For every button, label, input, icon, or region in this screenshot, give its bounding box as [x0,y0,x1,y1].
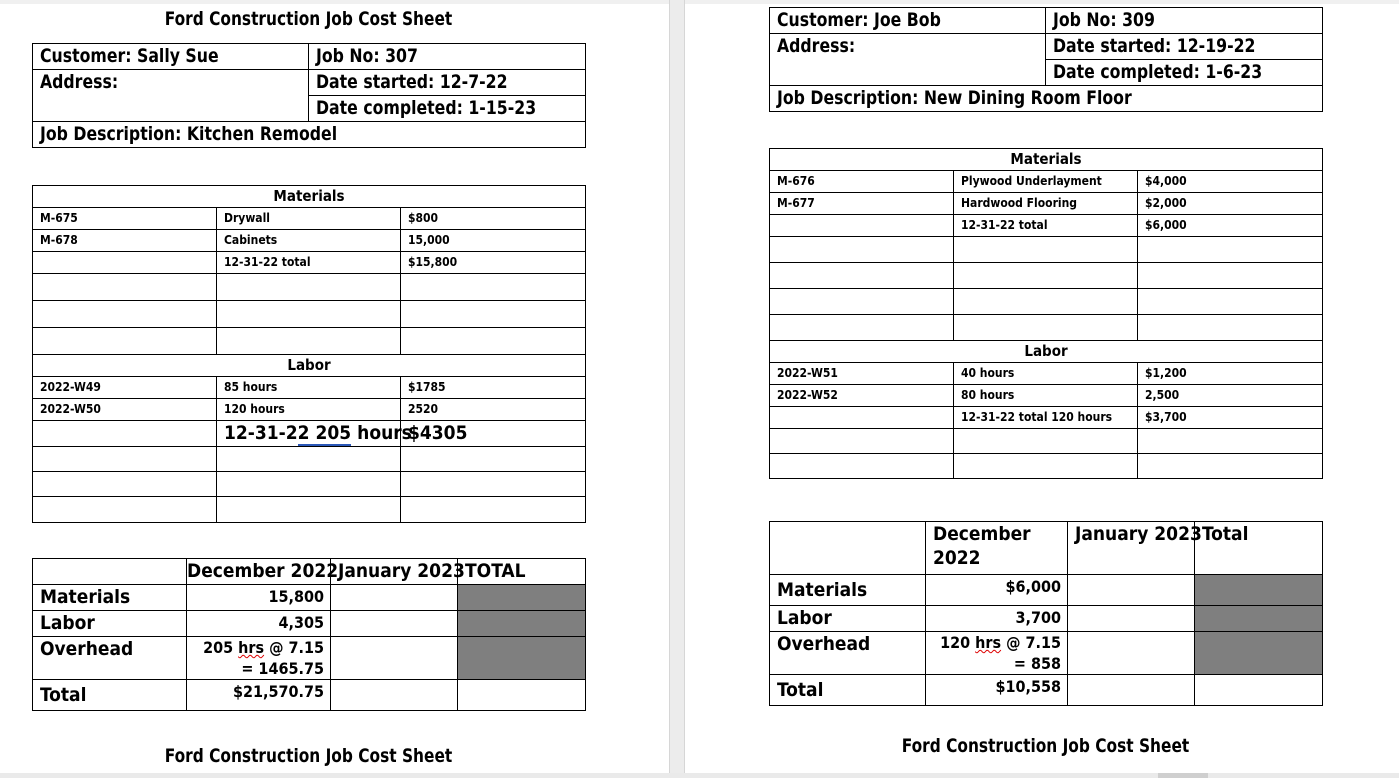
scrollbar-thumb[interactable] [1158,773,1208,778]
left-sheet-title-bottom: Ford Construction Job Cost Sheet [164,745,453,767]
grey-cell [1195,632,1323,675]
right-summary-table: December 2022 January 2023 Total Materials $6,000 Labor 3,700 Overhead 120 hrs @ 7.15 = 858 Total $10,558 [769,521,1323,706]
left-labor-header: Labor [33,355,586,377]
table-row [33,328,586,355]
right-col-january: January 2023 [1068,522,1195,575]
left-job-header-table [32,43,586,148]
right-job-description: Job Description: New Dining Room Floor [770,86,1323,112]
top-edge [0,0,1399,4]
table-row: 12-31-22 total $15,800 [33,252,586,274]
left-address: Address: [33,70,309,122]
table-row [33,274,586,301]
table-row [770,237,1323,263]
left-col-january: January 2023 [331,559,458,585]
grey-cell [458,611,586,637]
table-row [770,429,1323,454]
right-row-overhead: Overhead [770,632,926,675]
right-job-no: Job No: 309 [1046,8,1323,34]
right-row-labor: Labor [770,606,926,632]
left-summary-table: December 2022 January 2023 TOTAL Materials 15,800 Labor 4,305 Overhead 205 hrs @ 7.15 = 1465.75 Total $21,570.75 [32,558,586,711]
left-labor-total-hours: 12-31-22 205 hours [217,421,401,447]
table-row [770,454,1323,479]
left-row-overhead: Overhead [33,637,187,680]
left-cost-table [32,185,586,523]
right-labor-header: Labor [770,341,1323,363]
grey-cell [1195,575,1323,606]
left-job-no: Job No: 307 [309,44,586,70]
table-row: 2022-W51 40 hours $1,200 [770,363,1323,385]
left-row-materials: Materials [33,585,187,611]
left-date-completed: Date completed: 1-15-23 [309,96,586,122]
right-row-total: Total [770,675,926,706]
left-row-total: Total [33,680,187,711]
grey-cell [458,637,586,680]
right-row-materials: Materials [770,575,926,606]
left-customer: Customer: Sally Sue [33,44,309,70]
table-row [33,472,586,497]
left-materials-header: Materials [33,186,586,208]
left-col-total: TOTAL [458,559,586,585]
right-sheet-title-bottom: Ford Construction Job Cost Sheet [901,735,1190,757]
left-row-labor: Labor [33,611,187,637]
right-materials-header: Materials [770,149,1323,171]
table-row [33,301,586,328]
left-sheet-title-top: Ford Construction Job Cost Sheet [164,8,453,30]
right-date-completed: Date completed: 1-6-23 [1046,60,1323,86]
right-job-header-table [769,7,1323,112]
table-row: 2022-W52 80 hours 2,500 [770,385,1323,407]
table-row [770,289,1323,315]
table-row [33,421,586,447]
table-row: M-675 Drywall $800 [33,208,586,230]
table-row: 12-31-22 total $6,000 [770,215,1323,237]
table-row: M-677 Hardwood Flooring $2,000 [770,193,1323,215]
table-row [770,263,1323,289]
table-row: 12-31-22 total 120 hours $3,700 [770,407,1323,429]
right-address: Address: [770,34,1046,86]
right-col-total: Total [1195,522,1323,575]
right-date-started: Date started: 12-19-22 [1046,34,1323,60]
right-cost-table [769,148,1323,479]
right-customer: Customer: Joe Bob [770,8,1046,34]
grey-cell [458,585,586,611]
left-overhead-calc: 205 hrs @ 7.15 = 1465.75 [187,637,331,680]
left-col-december: December 2022 [187,559,331,585]
page-gutter [669,0,685,778]
table-row: M-678 Cabinets 15,000 [33,230,586,252]
left-labor-total-amount: $4305 [401,421,586,447]
left-job-description: Job Description: Kitchen Remodel [33,122,586,148]
table-row: 2022-W49 85 hours $1785 [33,377,586,399]
table-row: 2022-W50 120 hours 2520 [33,399,586,421]
table-row: M-676 Plywood Underlayment $4,000 [770,171,1323,193]
right-col-december: December 2022 [926,522,1068,575]
table-row [770,315,1323,341]
grey-cell [1195,606,1323,632]
table-row [33,497,586,523]
left-date-started: Date started: 12-7-22 [309,70,586,96]
right-overhead-calc: 120 hrs @ 7.15 = 858 [926,632,1068,675]
table-row [33,447,586,472]
